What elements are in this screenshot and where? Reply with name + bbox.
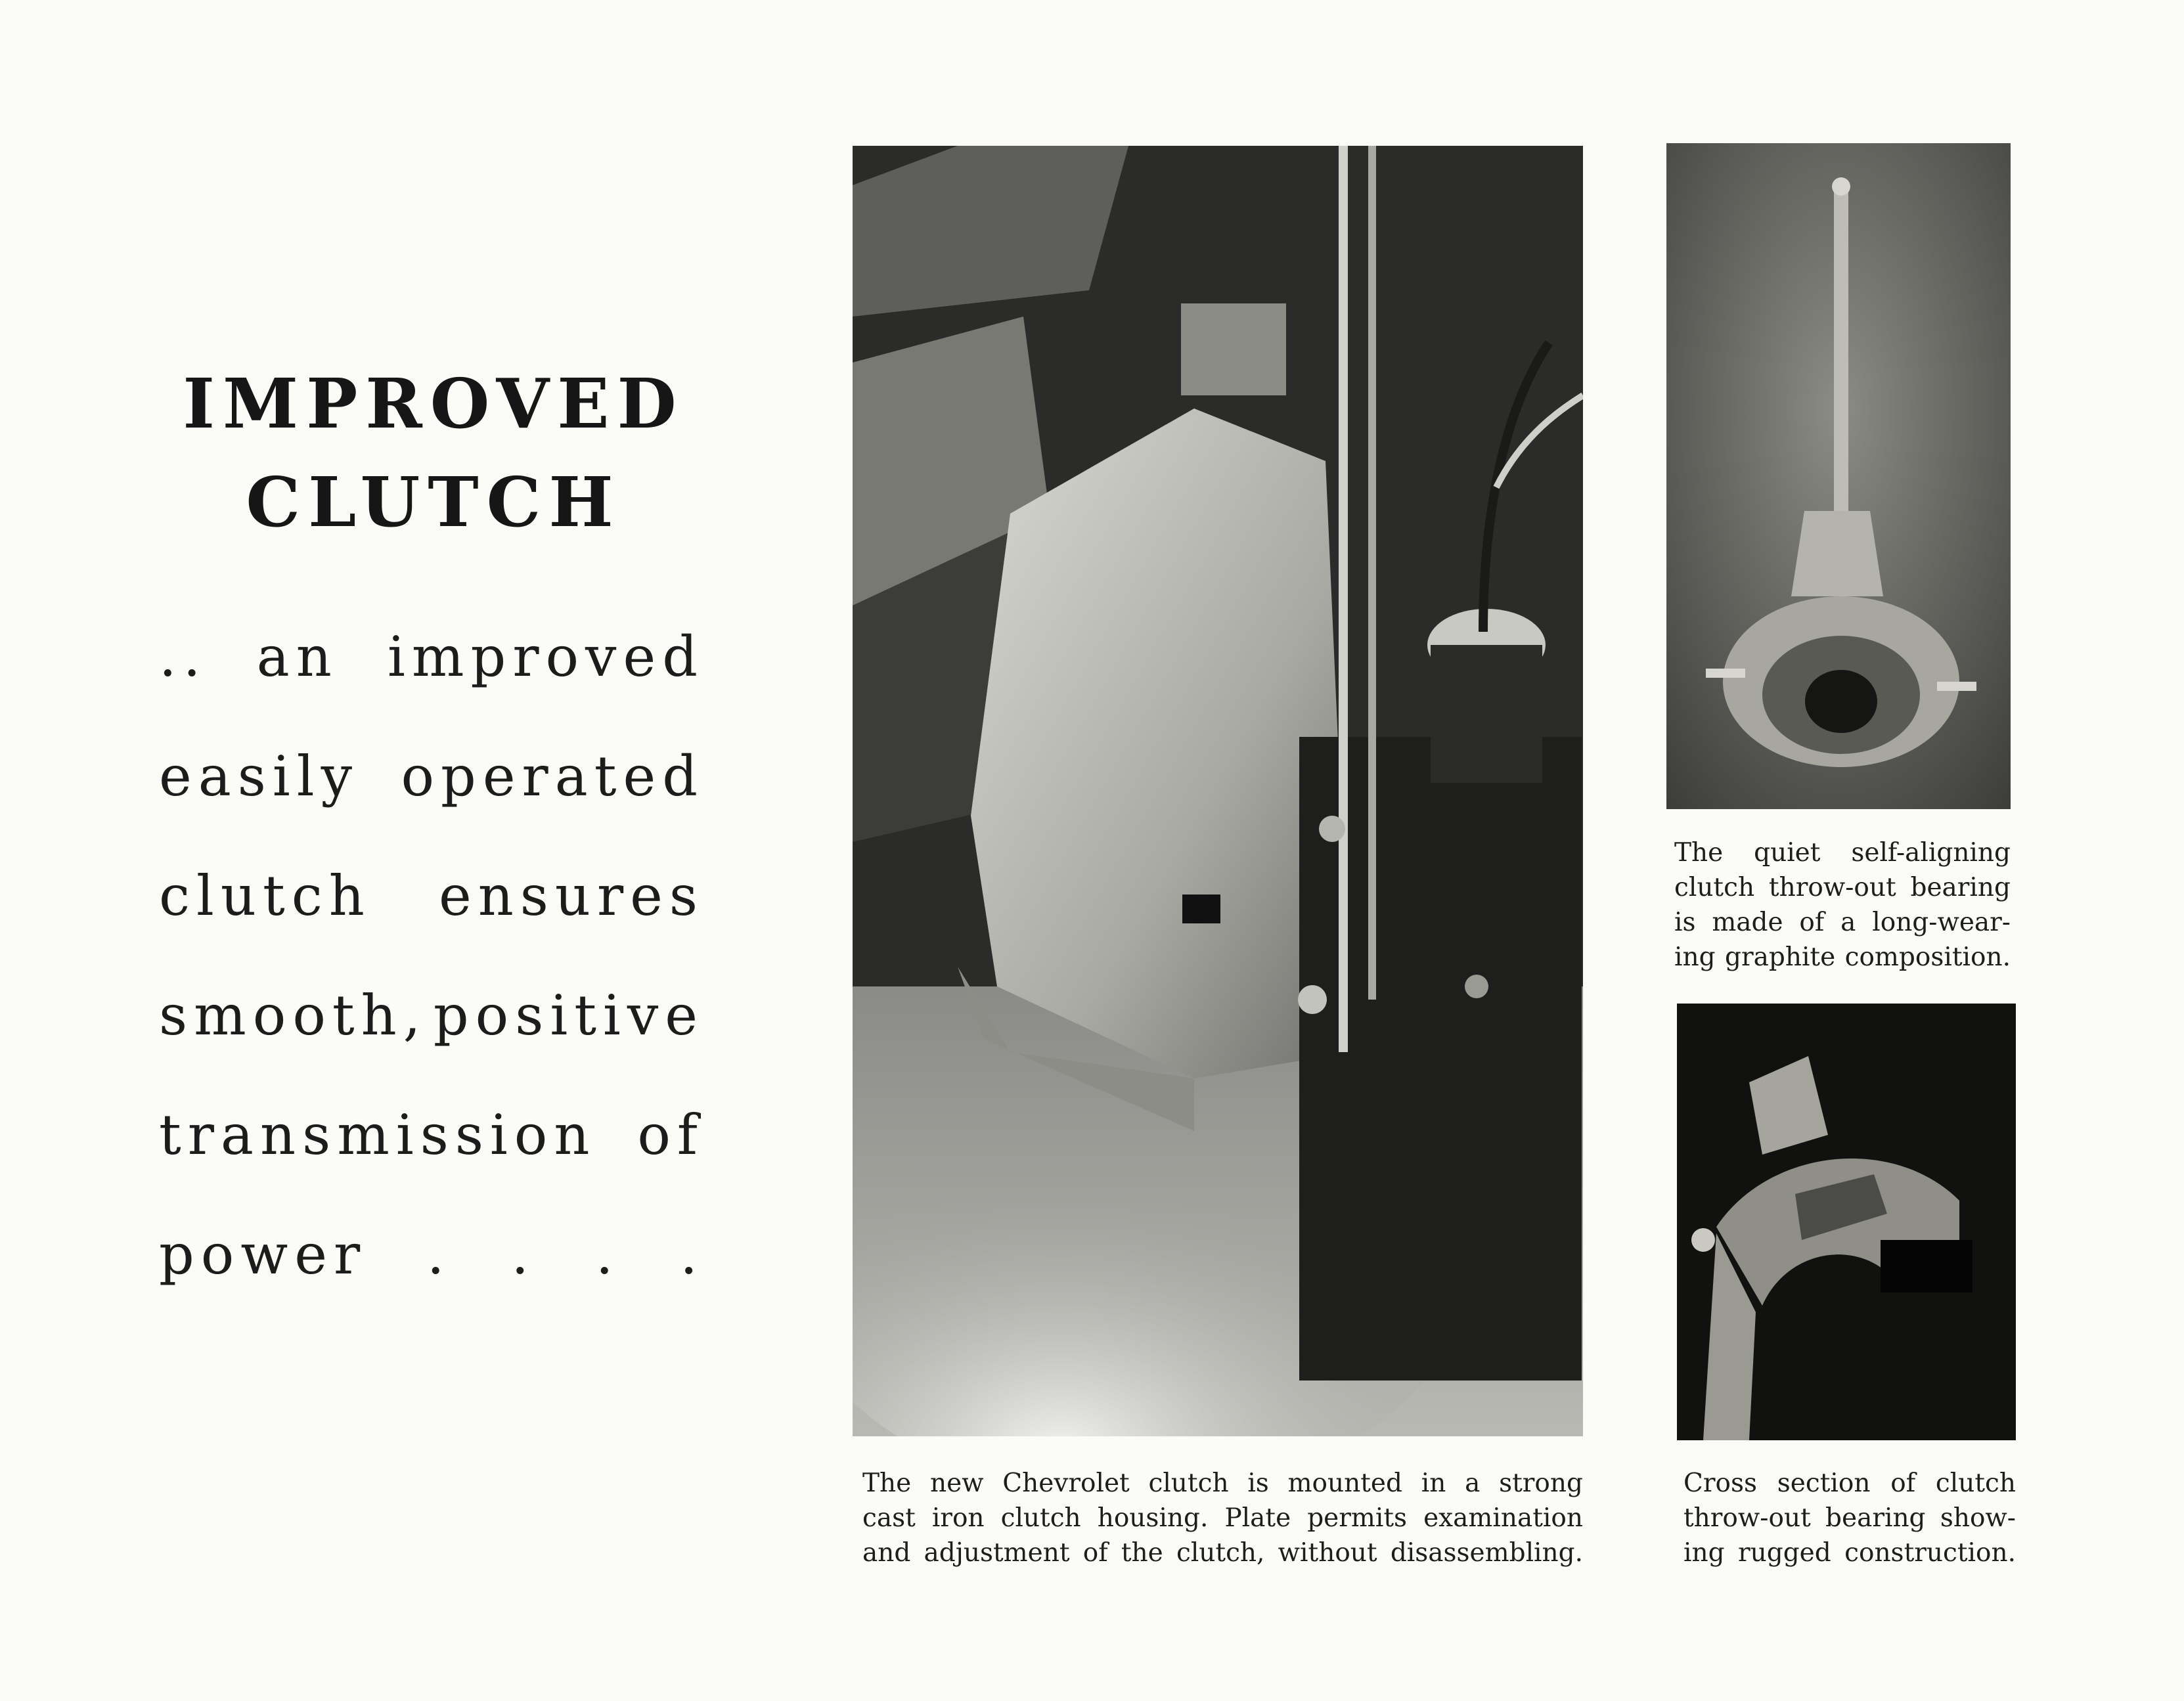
intro-word: improved bbox=[388, 625, 704, 689]
intro-line bbox=[159, 976, 704, 1095]
intro-line bbox=[159, 856, 704, 976]
title-line-1: IMPROVED bbox=[183, 363, 684, 444]
intro-line bbox=[159, 617, 704, 737]
caption-line: The quiet self-aligning bbox=[1674, 838, 2011, 868]
intro-word: . bbox=[595, 1222, 620, 1287]
clutch-housing-photo bbox=[853, 146, 1583, 1436]
intro-word: operated bbox=[401, 744, 704, 808]
caption-line: cast iron clutch housing. Plate permits examination bbox=[862, 1503, 1583, 1533]
intro-word: clutch bbox=[159, 864, 371, 928]
intro-word: of bbox=[637, 1103, 704, 1167]
caption-line: and adjustment of the clutch, without disassembling. bbox=[862, 1538, 1583, 1568]
intro-word: smooth, bbox=[159, 983, 428, 1048]
intro-word: . bbox=[680, 1222, 704, 1287]
throw-out-bearing-photo bbox=[1666, 143, 2011, 809]
clutch-housing-caption bbox=[862, 1466, 1583, 1570]
intro-word: an bbox=[256, 625, 338, 689]
intro-word: positive bbox=[433, 983, 704, 1048]
intro-line bbox=[159, 1095, 704, 1215]
intro-word: .. bbox=[159, 625, 208, 689]
caption-line: Cross section of clutch bbox=[1683, 1469, 2016, 1498]
intro-word: ensures bbox=[439, 864, 704, 928]
intro-word: easily bbox=[159, 744, 359, 808]
caption-line: ing graphite composition. bbox=[1674, 942, 2011, 972]
bearing-cross-section-illustration bbox=[1677, 1004, 2016, 1440]
intro-word: power bbox=[159, 1222, 367, 1287]
caption-line: clutch throw-out bearing bbox=[1674, 873, 2011, 902]
intro-line bbox=[159, 1215, 704, 1335]
caption-line: is made of a long-wear- bbox=[1674, 908, 2011, 937]
throw-out-bearing-caption bbox=[1674, 835, 2011, 975]
caption-line: throw-out bearing show- bbox=[1683, 1503, 2016, 1533]
title-line-2: CLUTCH bbox=[246, 462, 621, 542]
throw-out-bearing-illustration bbox=[1666, 143, 2011, 809]
bearing-cross-section-photo bbox=[1677, 1004, 2016, 1440]
intro-word: . bbox=[511, 1222, 536, 1287]
cross-section-caption bbox=[1683, 1466, 2016, 1570]
page-title bbox=[158, 355, 709, 552]
intro-line bbox=[159, 737, 704, 856]
intro-word: transmission bbox=[159, 1103, 596, 1167]
caption-line: The new Chevrolet clutch is mounted in a strong bbox=[862, 1469, 1583, 1498]
intro-paragraph bbox=[159, 617, 704, 1335]
intro-word: . bbox=[426, 1222, 451, 1287]
clutch-housing-illustration bbox=[853, 146, 1583, 1436]
caption-line: ing rugged construction. bbox=[1683, 1538, 2016, 1568]
